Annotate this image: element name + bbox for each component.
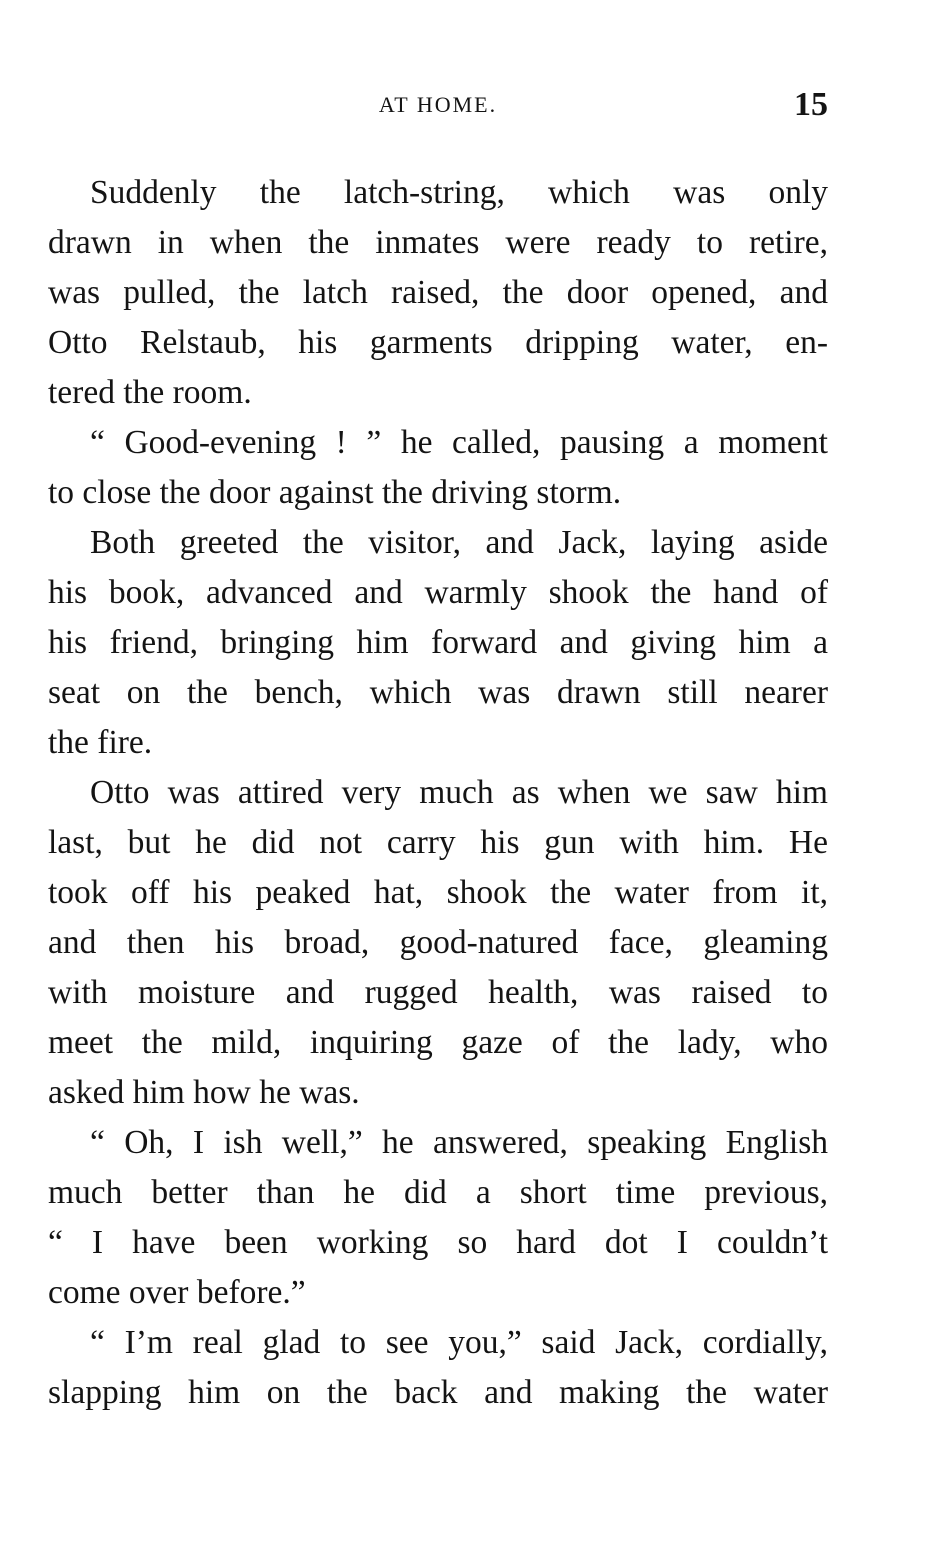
text-line: took off his peaked hat, shook the water from it, (48, 874, 828, 911)
text-line: asked him how he was. (48, 1074, 360, 1111)
text-line: “ Good-evening ! ” he called, pausing a moment (90, 424, 828, 461)
text-line: slapping him on the back and making the water (48, 1374, 828, 1411)
running-title: AT HOME. (378, 92, 498, 117)
text-line: his friend, bringing him forward and giving him a (48, 624, 828, 661)
body-text (48, 168, 828, 1418)
running-header (48, 86, 828, 126)
text-line: much better than he did a short time previous, (48, 1174, 828, 1211)
text-line: to close the door against the driving storm. (48, 474, 622, 511)
text-line: drawn in when the inmates were ready to retire, (48, 224, 828, 261)
text-line: last, but he did not carry his gun with him. He (48, 824, 828, 861)
text-line: meet the mild, inquiring gaze of the lady, who (48, 1024, 828, 1061)
text-line: seat on the bench, which was drawn still nearer (48, 674, 828, 711)
text-line: “ Oh, I ish well,” he answered, speaking English (90, 1124, 828, 1161)
text-line: Otto Relstaub, his garments dripping water, en- (48, 324, 828, 361)
text-line: the fire. (48, 724, 153, 761)
text-line: Suddenly the latch-string, which was only (90, 174, 828, 211)
text-line: was pulled, the latch raised, the door opened, and (48, 274, 828, 311)
text-line: “ I have been working so hard dot I couldn’t (48, 1224, 828, 1261)
text-line: his book, advanced and warmly shook the hand of (48, 574, 828, 611)
text-line: tered the room. (48, 374, 252, 411)
text-line: Otto was attired very much as when we saw him (90, 774, 828, 811)
text-line: with moisture and rugged health, was raised to (48, 974, 828, 1011)
page-number: 15 (794, 86, 828, 123)
text-line: “ I’m real glad to see you,” said Jack, cordially, (90, 1324, 828, 1361)
text-line: come over before.” (48, 1274, 306, 1311)
text-line: Both greeted the visitor, and Jack, laying aside (90, 524, 828, 561)
text-line: and then his broad, good-natured face, gleaming (48, 924, 828, 961)
